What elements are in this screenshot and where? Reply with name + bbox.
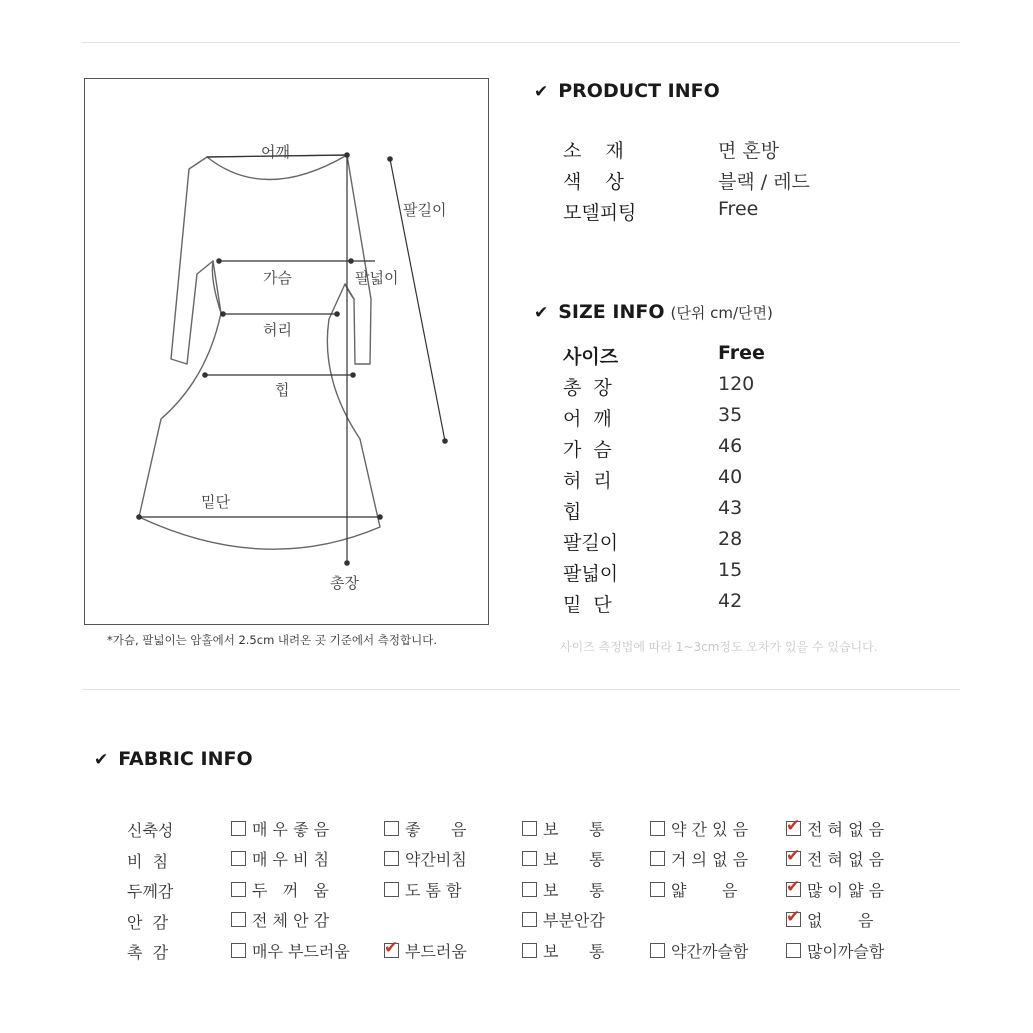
fabric-option-label: 전 혀 없 음 bbox=[807, 819, 885, 839]
checkbox[interactable] bbox=[522, 851, 537, 866]
checked-checkbox[interactable] bbox=[786, 851, 801, 866]
fabric-option[interactable] bbox=[650, 818, 748, 838]
fabric-option[interactable] bbox=[522, 940, 604, 960]
product-info-value: Free bbox=[718, 198, 759, 220]
fabric-option[interactable] bbox=[650, 940, 748, 960]
fabric-option[interactable] bbox=[522, 818, 604, 838]
size-unit: (단위 cm/단면) bbox=[670, 304, 773, 322]
size-row-key: 팔넓이 bbox=[563, 563, 619, 585]
fabric-option-label: 없 음 bbox=[807, 911, 874, 930]
fabric-option[interactable] bbox=[786, 849, 884, 869]
checkbox[interactable] bbox=[522, 821, 537, 836]
fabric-option-label: 전 체 안 감 bbox=[252, 911, 330, 930]
fabric-option-label: 좋 음 bbox=[405, 819, 467, 839]
size-row-value: 35 bbox=[718, 404, 743, 426]
size-row-value: 120 bbox=[718, 373, 755, 395]
fabric-option-label: 얇 음 bbox=[671, 880, 738, 900]
fabric-option-label: 보 통 bbox=[543, 850, 605, 869]
checkbox[interactable] bbox=[231, 912, 246, 927]
fabric-option-label: 많 이 얇 음 bbox=[807, 880, 885, 900]
fabric-row-label: 두께감 bbox=[127, 882, 174, 901]
fabric-option[interactable] bbox=[786, 940, 884, 960]
fabric-info-title: FABRIC INFO bbox=[118, 748, 253, 770]
checkbox[interactable] bbox=[231, 851, 246, 866]
size-row-key: 팔길이 bbox=[563, 532, 619, 554]
fabric-option-label: 도 톰 함 bbox=[405, 880, 462, 900]
size-row-value: 40 bbox=[718, 466, 743, 488]
fabric-option-label: 매우 부드러움 bbox=[252, 941, 350, 961]
fabric-option[interactable] bbox=[522, 879, 604, 899]
checked-checkbox[interactable] bbox=[786, 912, 801, 927]
checkbox[interactable] bbox=[522, 882, 537, 897]
fabric-option[interactable] bbox=[231, 910, 329, 930]
fabric-row-label: 신축성 bbox=[127, 821, 174, 840]
top-divider bbox=[82, 42, 960, 43]
size-header-key: 사이즈 bbox=[563, 346, 619, 368]
checkbox[interactable] bbox=[522, 943, 537, 958]
product-info-key: 모델피팅 bbox=[563, 202, 637, 224]
fabric-option[interactable] bbox=[231, 879, 329, 899]
checkbox[interactable] bbox=[384, 851, 399, 866]
fabric-row-label: 안 감 bbox=[127, 912, 169, 932]
size-row-value: 15 bbox=[718, 559, 743, 581]
fabric-option-label: 보 통 bbox=[543, 880, 605, 900]
fabric-option-label: 보 통 bbox=[543, 819, 605, 839]
checkbox[interactable] bbox=[650, 821, 665, 836]
fabric-option-label: 보 통 bbox=[543, 941, 605, 961]
checkmark-icon: ✔ bbox=[534, 303, 549, 323]
size-info-heading bbox=[534, 301, 773, 323]
measurement-diagram bbox=[84, 78, 489, 625]
fabric-option[interactable] bbox=[384, 849, 467, 869]
checkbox[interactable] bbox=[231, 882, 246, 897]
checkmark-icon: ✔ bbox=[534, 82, 549, 102]
product-info-key: 소 재 bbox=[563, 140, 624, 162]
fabric-option-label: 약간까슬함 bbox=[671, 941, 749, 961]
fabric-option[interactable] bbox=[384, 818, 466, 838]
fabric-option-label: 두 꺼 움 bbox=[252, 880, 329, 900]
product-info-value: 블랙 / 레드 bbox=[718, 171, 810, 193]
product-info-heading bbox=[534, 80, 720, 102]
size-row-key: 총 장 bbox=[563, 377, 612, 399]
fabric-option-label: 매 우 비 침 bbox=[252, 850, 330, 869]
size-row-value: 28 bbox=[718, 528, 743, 550]
label-hip: 힙 bbox=[275, 381, 290, 399]
fabric-option-label: 전 혀 없 음 bbox=[807, 850, 885, 869]
size-row-value: 42 bbox=[718, 590, 743, 612]
size-row-key: 밑 단 bbox=[563, 594, 612, 616]
size-row-value: 46 bbox=[718, 435, 743, 457]
size-note: 사이즈 측정법에 따라 1~3cm정도 오차가 있을 수 있습니다. bbox=[560, 640, 878, 654]
fabric-option[interactable] bbox=[384, 940, 467, 960]
product-info-value: 면 혼방 bbox=[718, 140, 780, 162]
fabric-option[interactable] bbox=[231, 849, 329, 869]
size-row-key: 힙 bbox=[563, 501, 582, 523]
checkmark-icon: ✔ bbox=[94, 750, 109, 770]
fabric-option-label: 많이까슬함 bbox=[807, 941, 885, 961]
fabric-option-label: 부분안감 bbox=[543, 911, 605, 930]
fabric-option[interactable] bbox=[650, 849, 748, 869]
fabric-option[interactable] bbox=[384, 879, 462, 899]
label-hem: 밑단 bbox=[201, 493, 230, 511]
checkbox[interactable] bbox=[522, 912, 537, 927]
fabric-option[interactable] bbox=[231, 940, 350, 960]
checkbox[interactable] bbox=[231, 943, 246, 958]
checked-checkbox[interactable] bbox=[384, 943, 399, 958]
checkbox[interactable] bbox=[384, 882, 399, 897]
size-row-key: 가 슴 bbox=[563, 439, 612, 461]
fabric-info-heading bbox=[94, 748, 253, 770]
size-row-key: 허 리 bbox=[563, 470, 612, 492]
fabric-option[interactable] bbox=[522, 849, 604, 869]
label-shoulder: 어깨 bbox=[261, 143, 290, 161]
fabric-option[interactable] bbox=[786, 879, 884, 899]
fabric-option[interactable] bbox=[231, 818, 329, 838]
checkbox[interactable] bbox=[650, 943, 665, 958]
fabric-option-label: 약간비침 bbox=[405, 850, 467, 869]
product-info-key: 색 상 bbox=[563, 171, 624, 193]
checked-checkbox[interactable] bbox=[786, 882, 801, 897]
size-row-key: 어 깨 bbox=[563, 408, 612, 430]
label-total-length: 총장 bbox=[330, 574, 359, 592]
checkbox[interactable] bbox=[786, 943, 801, 958]
checked-checkbox[interactable] bbox=[786, 821, 801, 836]
checkbox[interactable] bbox=[650, 851, 665, 866]
fabric-option-label: 거 의 없 음 bbox=[671, 850, 749, 869]
fabric-option[interactable] bbox=[522, 910, 605, 930]
label-sleeve-length: 팔길이 bbox=[403, 201, 447, 219]
diagram-footnote: *가슴, 팔넓이는 암홀에서 2.5cm 내려온 곳 기준에서 측정합니다. bbox=[107, 633, 437, 647]
checkbox[interactable] bbox=[650, 882, 665, 897]
size-row-value: 43 bbox=[718, 497, 743, 519]
fabric-option-label: 매 우 좋 음 bbox=[252, 819, 330, 839]
middle-divider bbox=[82, 689, 960, 690]
checkbox[interactable] bbox=[384, 821, 399, 836]
label-sleeve-width: 팔넓이 bbox=[355, 269, 399, 287]
fabric-option[interactable] bbox=[786, 818, 884, 838]
fabric-row-label: 비 침 bbox=[127, 851, 169, 871]
size-header-value: Free bbox=[718, 342, 765, 364]
product-info-title: PRODUCT INFO bbox=[558, 80, 720, 102]
fabric-option-label: 부드러움 bbox=[405, 941, 467, 961]
size-info-title: SIZE INFO bbox=[558, 301, 665, 323]
fabric-option-label: 약 간 있 음 bbox=[671, 819, 749, 839]
fabric-option[interactable] bbox=[650, 879, 738, 899]
checkbox[interactable] bbox=[231, 821, 246, 836]
label-waist: 허리 bbox=[263, 321, 292, 339]
fabric-option[interactable] bbox=[786, 910, 874, 930]
fabric-row-label: 촉 감 bbox=[127, 943, 169, 962]
label-chest: 가슴 bbox=[263, 269, 292, 287]
